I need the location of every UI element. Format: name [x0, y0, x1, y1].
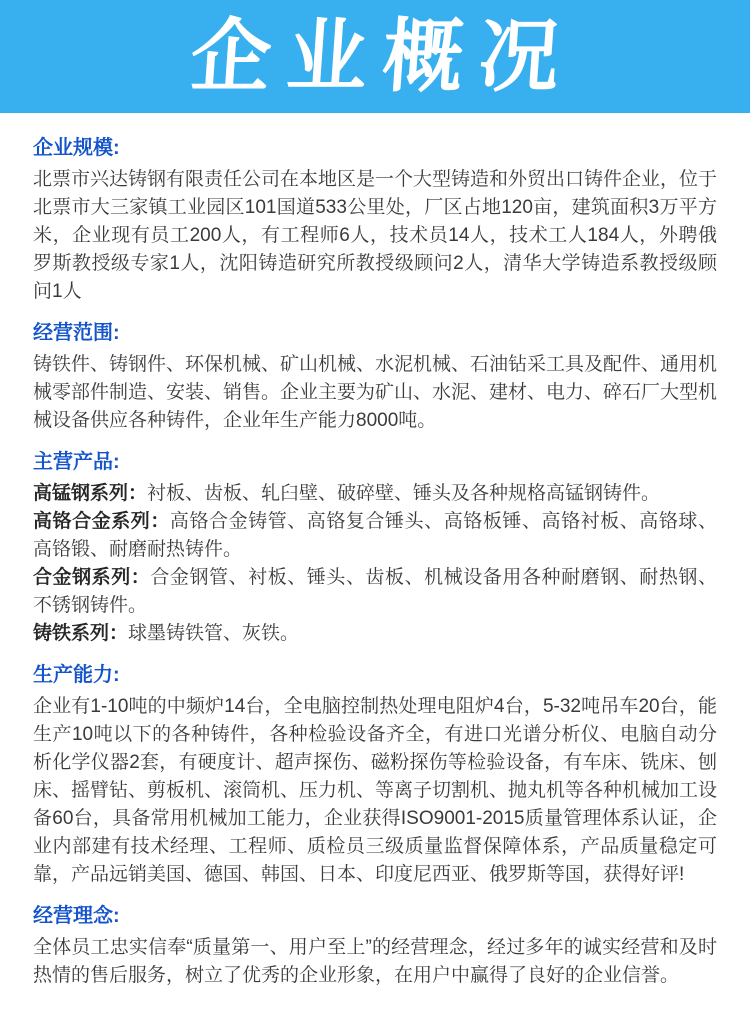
page-title: 企业概况 [187, 11, 579, 101]
content [0, 113, 750, 1030]
product-line-manganese-steel [33, 480, 717, 508]
page-banner [0, 0, 750, 113]
product-series-text: 高铬合金铸管、高铬复合锤头、高铬板锤、高铬衬板、高铬球、高铬锻、耐磨耐热铸件。 [33, 511, 717, 560]
section-main-products [33, 449, 717, 648]
section-heading-business-scope: 经营范围: [33, 322, 120, 344]
section-heading-business-philosophy: 经营理念: [33, 905, 120, 927]
production-capacity-paragraph: 企业有1-10吨的中频炉14台，全电脑控制热处理电阻炉4台，5-32吨吊车20台，能生产10吨以下的各种铸件，各种检验设备齐全，有进口光谱分析仪、电脑自动分析化学仪器2套，有硬度计、超声探伤、磁粉探伤等检验设备，有车床、铣床、刨床、摇臂钻、剪板机、滚筒机、压力机、等离子切割机、抛丸机等各种机械加工设备60台，具备常用机械加工能力，企业获得ISO9001-2015质量管理体系认证，企业内部建有技术经理、工程师、质检员三级质量监督保障体系，产品质量稳定可靠，产品远销美国、德国、韩国、日本、印度尼西亚、俄罗斯等国，获得好评! [33, 696, 718, 885]
product-line-cast-iron [33, 620, 717, 648]
product-series-text: 合金钢管、衬板、锤头、齿板、机械设备用各种耐磨钢、耐热钢、不锈钢铸件。 [33, 567, 717, 616]
section-production-capacity [33, 662, 717, 889]
section-heading-company-scale: 企业规模: [33, 137, 120, 159]
product-series-label: 铸铁系列： [33, 623, 129, 644]
section-company-scale [33, 135, 717, 306]
product-series-label: 高锰钢系列： [33, 483, 148, 504]
section-heading-production-capacity: 生产能力: [33, 664, 120, 686]
product-series-label: 合金钢系列： [33, 567, 151, 588]
company-scale-paragraph: 北票市兴达铸钢有限责任公司在本地区是一个大型铸造和外贸出口铸件企业，位于北票市大三家镇工业园区101国道533公里处，厂区占地120亩，建筑面积3万平方米，企业现有员工200人，有工程师6人，技术员14人，技术工人184人，外聘俄罗斯教授级专家1人，沈阳铸造研究所教授级顾问2人，清华大学铸造系教授级顾问1人 [33, 169, 718, 302]
business-scope-paragraph: 铸铁件、铸钢件、环保机械、矿山机械、水泥机械、石油钻采工具及配件、通用机械零部件制造、安装、销售。企业主要为矿山、水泥、建材、电力、碎石厂大型机械设备供应各种铸件，企业年生产能力8000吨。 [33, 354, 718, 431]
section-business-scope [33, 320, 717, 435]
section-heading-main-products: 主营产品: [33, 451, 120, 473]
product-series-text: 衬板、齿板、轧臼壁、破碎壁、锤头及各种规格高锰钢铸件。 [147, 483, 661, 504]
business-philosophy-paragraph: 全体员工忠实信奉“质量第一、用户至上”的经营理念，经过多年的诚实经营和及时热情的售后服务，树立了优秀的企业形象，在用户中赢得了良好的企业信誉。 [33, 937, 717, 986]
product-line-high-chromium-alloy [33, 508, 717, 564]
product-series-label: 高铬合金系列： [33, 511, 170, 532]
section-business-philosophy [33, 903, 717, 990]
product-series-text: 球墨铸铁管、灰铁。 [128, 623, 300, 644]
product-line-alloy-steel [33, 564, 717, 620]
